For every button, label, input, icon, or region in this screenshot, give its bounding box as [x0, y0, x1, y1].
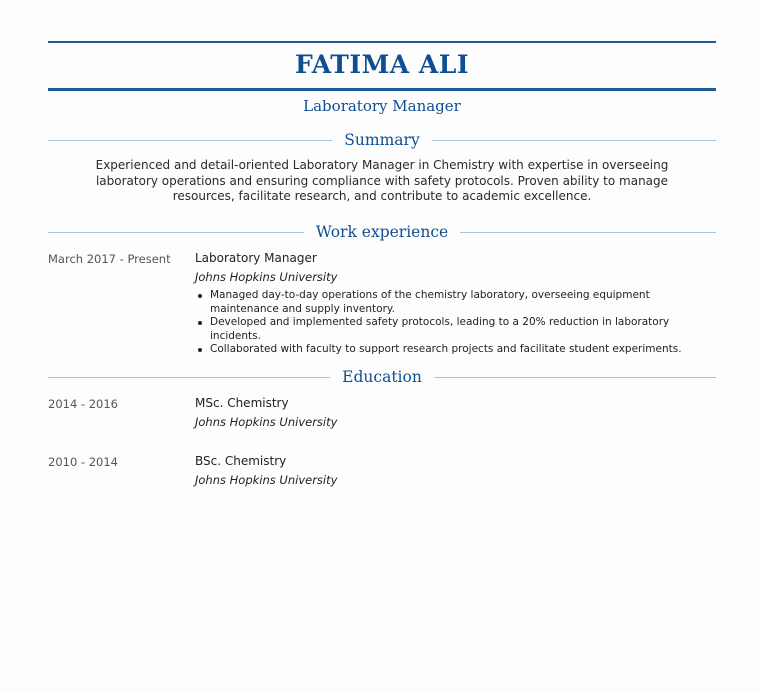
divider-line [48, 140, 332, 141]
education-section-header [48, 366, 716, 388]
summary-section-header [48, 129, 716, 151]
experience-section-header [48, 221, 716, 243]
education-degree: MSc. Chemistry [195, 396, 289, 410]
education-date: 2010 - 2014 [48, 455, 118, 469]
divider-line [48, 377, 330, 378]
experience-bullet-list [195, 289, 720, 357]
experience-bullet: Managed day-to-day operations of the chemistry laboratory, overseeing equipment maintenance and supply inventory. [195, 289, 720, 316]
divider-line [460, 232, 716, 233]
summary-section-title: Summary [344, 131, 420, 149]
education-degree: BSc. Chemistry [195, 454, 287, 468]
divider-line [434, 377, 716, 378]
experience-date: March 2017 - Present [48, 252, 171, 266]
education-date: 2014 - 2016 [48, 397, 118, 411]
experience-organization: Johns Hopkins University [195, 270, 338, 284]
experience-section-title: Work experience [315, 223, 449, 241]
divider-line [48, 232, 304, 233]
education-institution: Johns Hopkins University [195, 473, 338, 487]
header-bottom-rule [48, 88, 716, 91]
header-top-rule [48, 41, 716, 43]
experience-bullet: Developed and implemented safety protocols, leading to a 20% reduction in laboratory incidents. [195, 316, 720, 343]
candidate-name: FATIMA ALI [294, 50, 470, 79]
summary-text: Experienced and detail-oriented Laboratory Manager in Chemistry with expertise in overseeing laboratory operations and ensuring compliance with safety protocols. Proven ability to manage resources, facilitate research, and contribute to academic excellence. [95, 158, 669, 203]
experience-bullet: Collaborated with faculty to support research projects and facilitate student experiments. [195, 343, 720, 357]
candidate-headline: Laboratory Manager [303, 97, 461, 115]
divider-line [432, 140, 716, 141]
experience-role: Laboratory Manager [195, 251, 317, 265]
education-section-title: Education [342, 368, 422, 386]
education-institution: Johns Hopkins University [195, 415, 338, 429]
